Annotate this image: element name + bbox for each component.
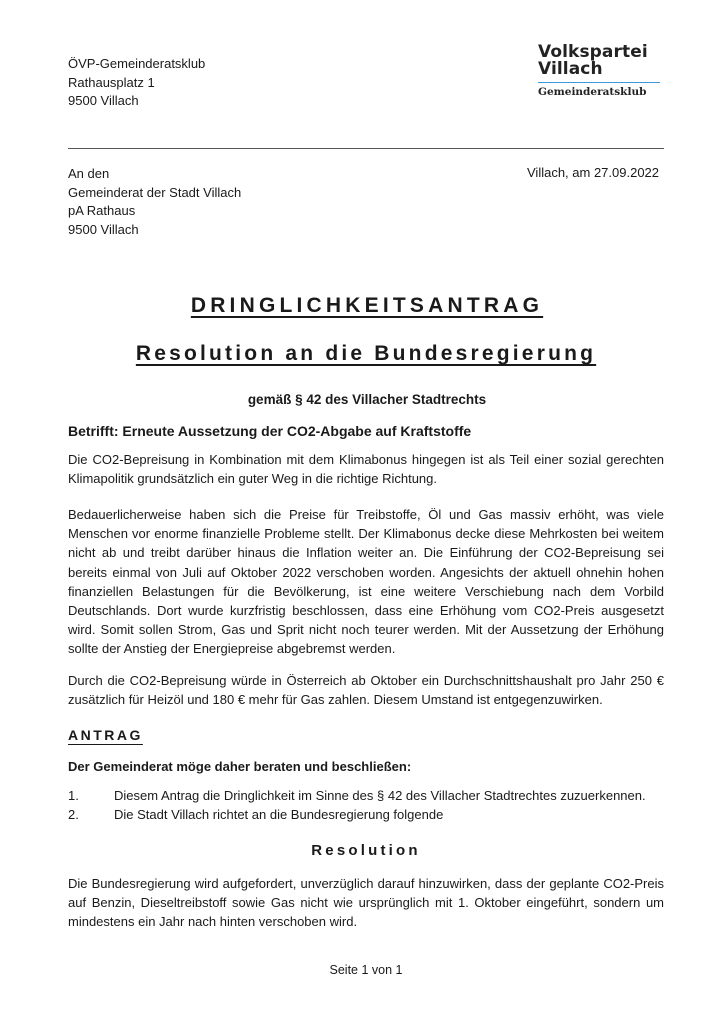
legal-basis: gemäß § 42 des Villacher Stadtrechts	[247, 392, 487, 407]
document-title	[0, 294, 724, 318]
list-item-text: Die Stadt Villach richtet an die Bundesregierung folgende	[114, 807, 444, 822]
recipient-address	[68, 165, 241, 239]
page-footer: Seite 1 von 1	[329, 963, 403, 977]
antrag-heading	[68, 727, 143, 743]
letter-date: Villach, am 27.09.2022	[527, 165, 660, 180]
antrag-heading-text: ANTRAG	[68, 727, 143, 743]
logo-line-1: Volkspartei	[538, 42, 648, 62]
list-item-number: 2.	[68, 807, 79, 822]
recipient-line: Gemeinderat der Stadt Villach	[68, 184, 242, 200]
document-subtitle	[0, 342, 724, 366]
motion-list	[68, 786, 646, 824]
header-divider	[68, 148, 664, 149]
sender-address	[68, 55, 205, 111]
body-paragraph-2: Bedauerlicherweise haben sich die Preise für Treibstoffe, Öl und Gas massiv erhöht, was viele Menschen vor enorme finanzielle Probleme stellt. Der Klimabonus decke diese Mehrkosten bei weitem nicht ab und treibt darüber hinaus die Inflation weiter an. Die Einführung der CO2-Bepreisung sei bereits einmal von Juli auf Oktober 2022 verschoben worden. Angesichts der aktuell ohnehin hohen finanziellen Belastungen für die Bevölkerung, ist eine weitere Verschiebung nach dem Vorbild Deutschlands. Dort wurde kurzfristig beschlossen, dass eine Erhöhung vom CO2-Preis ausgesetzt wird. Somit sollen Strom, Gas und Sprit nicht noch teurer werden. Mit der Aussetzung der Erhöhung sollte der Anstieg der Energiepreise abgebremst werden.	[68, 507, 664, 657]
logo-line-2: Villach	[538, 59, 603, 79]
list-item	[68, 786, 646, 805]
recipient-line: An den	[68, 166, 110, 181]
subject-line: Betrifft: Erneute Aussetzung der CO2-Abgabe auf Kraftstoffe	[68, 423, 472, 439]
document-title-text: DRINGLICHKEITSANTRAG	[190, 294, 544, 317]
resolution-heading: Resolution	[311, 842, 421, 859]
resolution-text: Die Bundesregierung wird aufgefordert, unverzüglich darauf hinzuwirken, dass der geplante CO2-Preis auf Benzin, Dieseltreibstoff sowie Gas nicht wie ursprünglich mit 1. Oktober eingeführt, sondern um mindestens ein Jahr nach hinten verschoben wird.	[68, 876, 664, 930]
document-subtitle-text: Resolution an die Bundesregierung	[135, 342, 597, 365]
party-logo	[538, 44, 658, 98]
logo-line-3: Gemeinderatsklub	[538, 86, 647, 98]
list-item-number: 1.	[68, 788, 79, 803]
body-paragraph-1: Die CO2-Bepreisung in Kombination mit dem Klimabonus hingegen ist als Teil einer sozial gerechten Klimapolitik grundsätzlich ein guter Weg in die richtige Richtung.	[68, 452, 664, 487]
body-paragraph-3: Durch die CO2-Bepreisung würde in Österreich ab Oktober ein Durchschnittshaushalt pro Jahr 250 € zusätzlich für Heizöl und 180 € mehr für Gas zahlen. Diesem Umstand ist entgegenzuwirken.	[68, 673, 664, 708]
recipient-line: 9500 Villach	[68, 221, 139, 237]
sender-line: 9500 Villach	[68, 93, 139, 108]
sender-line: ÖVP-Gemeinderatsklub	[68, 56, 206, 71]
list-item	[68, 805, 646, 824]
logo-divider	[538, 82, 660, 83]
sender-line: Rathausplatz 1	[68, 74, 155, 90]
recipient-line: pA Rathaus	[68, 203, 136, 218]
antrag-intro: Der Gemeinderat möge daher beraten und beschließen:	[68, 759, 412, 774]
list-item-text: Diesem Antrag die Dringlichkeit im Sinne des § 42 des Villacher Stadtrechtes zuzuerkennen.	[114, 788, 646, 803]
